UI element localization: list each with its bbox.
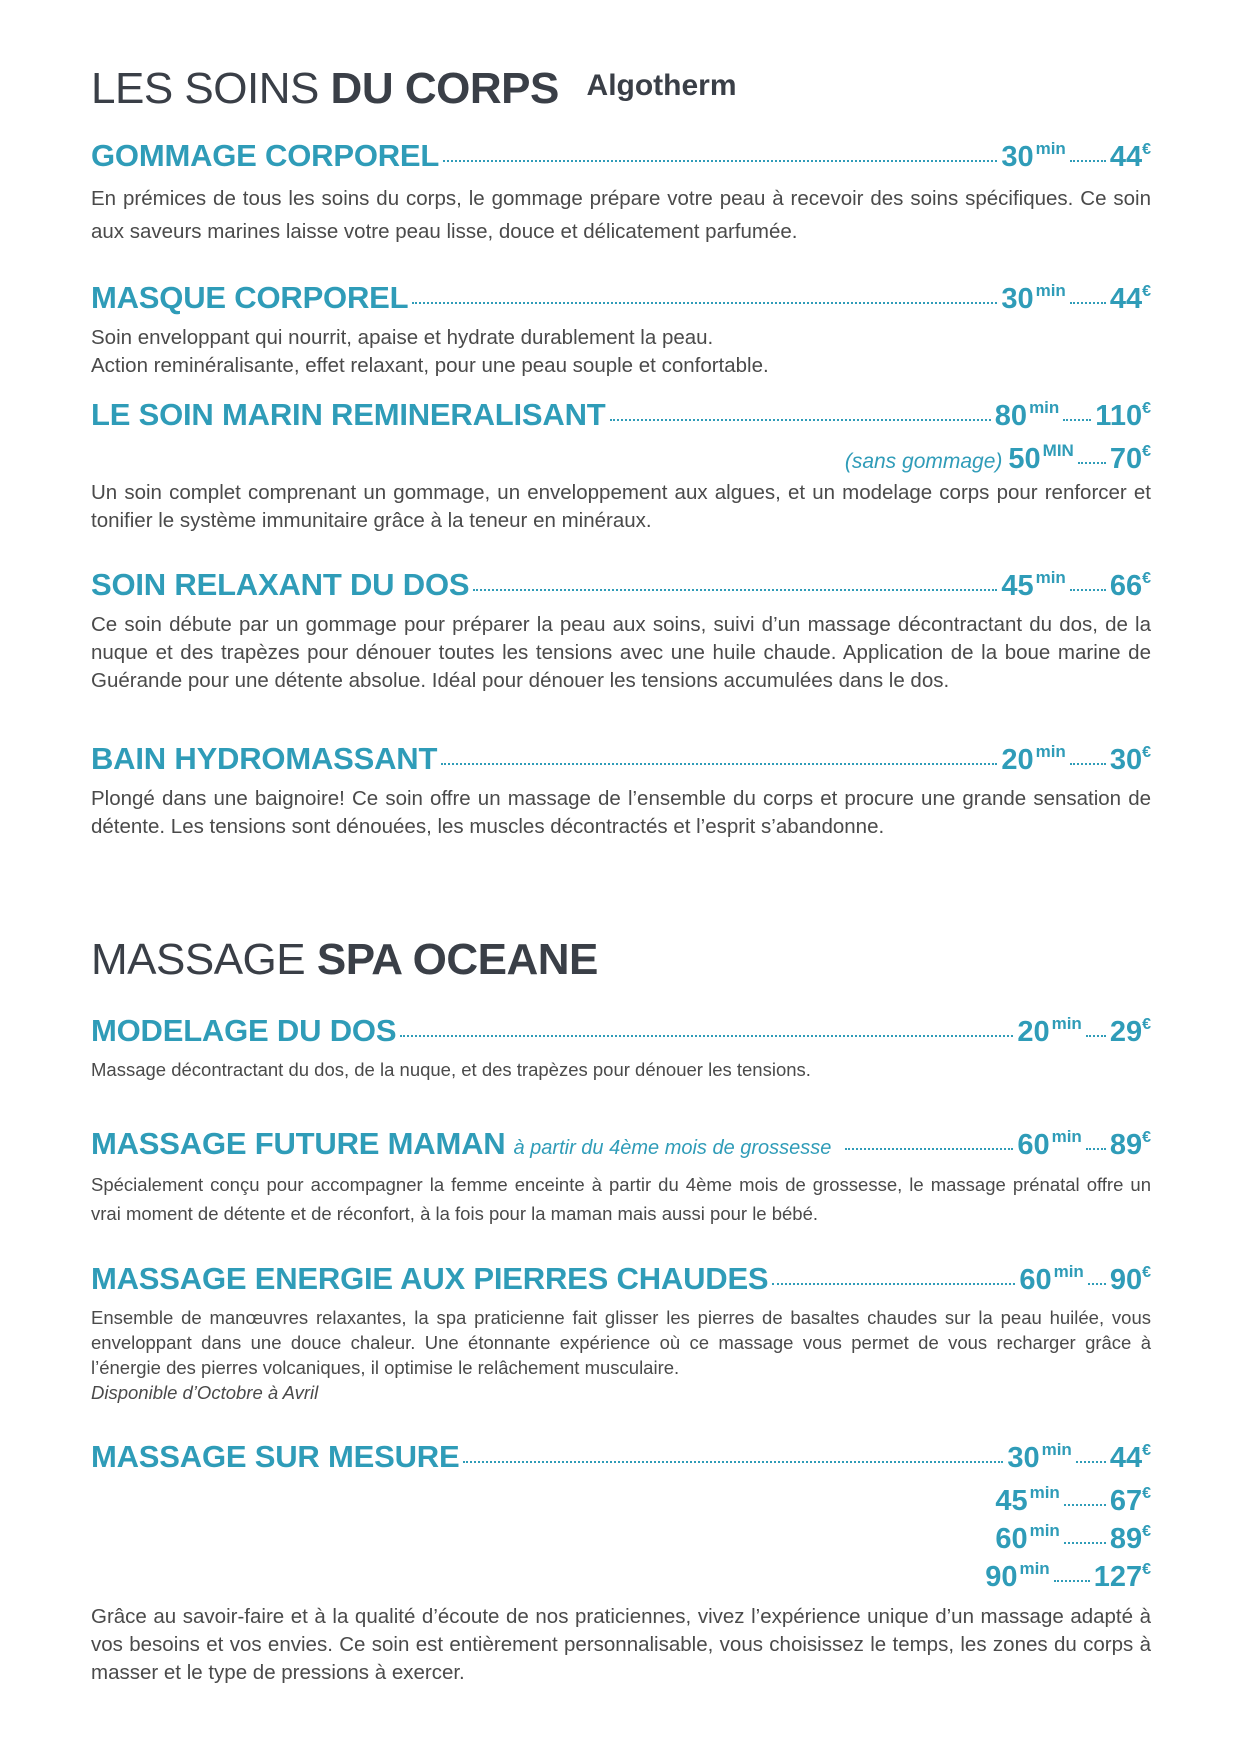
- service-option-90: [91, 1559, 1151, 1597]
- brand-name: Algotherm: [586, 69, 737, 102]
- section-title-light: MASSAGE: [91, 935, 306, 984]
- service-bain-hydromassant: [91, 741, 1151, 841]
- service-header: [91, 397, 1151, 441]
- service-name: MASSAGE FUTURE MAMAN: [91, 1126, 506, 1161]
- alt-price: 70€: [1109, 443, 1151, 475]
- service-description: Ensemble de manœuvres relaxantes, la spa praticienne fait glisser les pierres de basaltes chaudes sur la peau huilée, vous enveloppant dans une douce chaleur. Une étonnante expérience où ce massage vous permet de vous recharger grâce à l’énergie des pierres volcaniques, il optimise le relâchement musculaire. Disponible d’Octobre à Avril: [91, 1307, 1151, 1403]
- dotted-leader: [1063, 419, 1091, 421]
- service-description: Grâce au savoir-faire et à la qualité d’écoute de nos praticiennes, vivez l’expérience unique d’un massage adapté à vos besoins et vos envies. Ce soin est entièrement personnalisable, vous choisissez le temps, les zones du corps à masser et le type de pressions à exercer.: [91, 1605, 1151, 1684]
- service-duration: 20 $^{min}$: [1001, 742, 1066, 776]
- service-duration: 60 $^{min}$: [1017, 1127, 1082, 1161]
- dotted-leader: [400, 1035, 1013, 1037]
- service-description: En prémices de tous les soins du corps, le gommage prépare votre peau à recevoir des soins spécifiques. Ce soin aux saveurs marines laisse votre peau lisse, douce et délicatement parfumée.: [91, 187, 1151, 243]
- service-name: SOIN RELAXANT DU DOS: [91, 567, 470, 602]
- dotted-leader: [473, 589, 997, 591]
- service-modelage-dos: [91, 1013, 1151, 1082]
- option-price: 127€: [1093, 1561, 1151, 1593]
- service-price: 29€: [1109, 1016, 1151, 1048]
- section-title-light: LES SOINS: [91, 64, 319, 113]
- service-soin-marin: [91, 397, 1151, 535]
- service-name: MASSAGE SUR MESURE: [91, 1439, 460, 1474]
- dotted-leader: [610, 419, 991, 421]
- service-description: Ce soin débute par un gommage pour préparer la peau aux soins, suivi d’un massage décontractant du dos, de la nuque et des trapèzes pour dénouer toutes les tensions avec une huile chaude. Application de la boue marine de Guérande pour une détente absolue. Idéal pour dénouer les tensions accumulées dans le dos.: [91, 613, 1151, 692]
- service-header: [91, 741, 1151, 785]
- service-header: [91, 138, 1151, 182]
- dotted-leader: [1064, 1504, 1106, 1506]
- service-duration: 30 $^{min}$: [1001, 281, 1066, 315]
- service-duration: 20 $^{min}$: [1017, 1014, 1082, 1048]
- service-alt-option: [91, 441, 1151, 479]
- service-note: à partir du 4ème mois de grossesse: [513, 1137, 832, 1159]
- service-option-60: [91, 1521, 1151, 1559]
- dotted-leader: [1054, 1580, 1090, 1582]
- service-duration: 30 $^{min}$: [1001, 139, 1066, 173]
- option-duration: 60 $^{min}$: [995, 1521, 1060, 1555]
- service-price: 66€: [1109, 570, 1151, 602]
- service-price: 44€: [1109, 1442, 1151, 1474]
- service-masque-corporel: [91, 280, 1151, 380]
- dotted-leader: [772, 1283, 1015, 1285]
- service-name: LE SOIN MARIN REMINERALISANT: [91, 397, 606, 432]
- option-duration: 45 $^{min}$: [995, 1483, 1060, 1517]
- service-price: 44€: [1109, 141, 1151, 173]
- service-duration: 60 $^{min}$: [1019, 1262, 1084, 1296]
- section-title-massage-spa: [91, 935, 598, 985]
- service-price: 30€: [1109, 744, 1151, 776]
- service-price: 44€: [1109, 283, 1151, 315]
- alt-note: (sans gommage): [844, 450, 1003, 473]
- availability-note: Disponible d’Octobre à Avril: [91, 1382, 319, 1403]
- dotted-leader: [1064, 1542, 1106, 1544]
- dotted-leader: [1070, 589, 1106, 591]
- service-header: [91, 280, 1151, 324]
- service-header: [91, 1126, 1151, 1170]
- dotted-leader: [1086, 1035, 1106, 1037]
- service-name: MODELAGE DU DOS: [91, 1013, 397, 1048]
- service-description: Massage décontractant du dos, de la nuque, et des trapèzes pour dénouer les tensions.: [91, 1059, 811, 1080]
- service-description: Spécialement conçu pour accompagner la femme enceinte à partir du 4ème mois de grossesse, le massage prénatal offre un vrai moment de détente et de réconfort, à la fois pour la maman mais aussi pour le bébé.: [91, 1174, 1151, 1224]
- service-header: [91, 1261, 1151, 1305]
- service-description: Soin enveloppant qui nourrit, apaise et hydrate durablement la peau. Action reminéralisante, effet relaxant, pour une peau souple et confortable.: [91, 326, 769, 377]
- service-massage-sur-mesure: [91, 1439, 1151, 1687]
- dotted-leader: [1070, 302, 1106, 304]
- dotted-leader: [845, 1148, 1013, 1150]
- service-massage-future-maman: [91, 1126, 1151, 1228]
- service-duration: 45 $^{min}$: [1001, 568, 1066, 602]
- dotted-leader: [1088, 1283, 1106, 1285]
- service-price: 90€: [1109, 1264, 1151, 1296]
- dotted-leader: [443, 160, 997, 162]
- option-price: 67€: [1109, 1485, 1151, 1517]
- service-duration: 30 $^{min}$: [1007, 1440, 1072, 1474]
- dotted-leader: [1076, 1461, 1106, 1463]
- option-duration: 90 $^{min}$: [985, 1559, 1050, 1593]
- service-header: [91, 1013, 1151, 1057]
- dotted-leader: [1086, 1148, 1106, 1150]
- section-title-bold: SPA OCEANE: [316, 935, 598, 984]
- dotted-leader: [1070, 763, 1106, 765]
- dotted-leader: [412, 302, 997, 304]
- service-name: GOMMAGE CORPOREL: [91, 138, 440, 173]
- service-name: MASQUE CORPOREL: [91, 280, 409, 315]
- option-price: 89€: [1109, 1523, 1151, 1555]
- service-gommage-corporel: [91, 138, 1151, 248]
- service-massage-pierres-chaudes: [91, 1261, 1151, 1405]
- service-header: [91, 1439, 1151, 1483]
- service-duration: 80 $^{min}$: [994, 398, 1060, 432]
- dotted-leader: [1070, 160, 1106, 162]
- section-title-soins-corps: [91, 64, 737, 114]
- dotted-leader: [1078, 462, 1106, 464]
- service-soin-relaxant-dos: [91, 567, 1151, 695]
- price-list-page: [91, 0, 1151, 1754]
- service-option-45: [91, 1483, 1151, 1521]
- section-title-bold: DU CORPS: [330, 64, 559, 113]
- service-description: Un soin complet comprenant un gommage, un enveloppement aux algues, et un modelage corps pour renforcer et tonifier le système immunitaire grâce à la teneur en minéraux.: [91, 481, 1151, 532]
- dotted-leader: [463, 1461, 1003, 1463]
- service-description: Plongé dans une baignoire! Ce soin offre un massage de l’ensemble du corps et procure une grande sensation de détente. Les tensions sont dénouées, les muscles décontractés et l’esprit s’abandonne.: [91, 787, 1151, 838]
- dotted-leader: [441, 763, 997, 765]
- alt-duration: 50 $^{MIN}$: [1008, 441, 1074, 475]
- service-header: [91, 567, 1151, 611]
- service-price: 110€: [1095, 400, 1151, 432]
- service-name: BAIN HYDROMASSANT: [91, 741, 438, 776]
- service-name: MASSAGE ENERGIE AUX PIERRES CHAUDES: [91, 1261, 769, 1296]
- service-price: 89€: [1109, 1129, 1151, 1161]
